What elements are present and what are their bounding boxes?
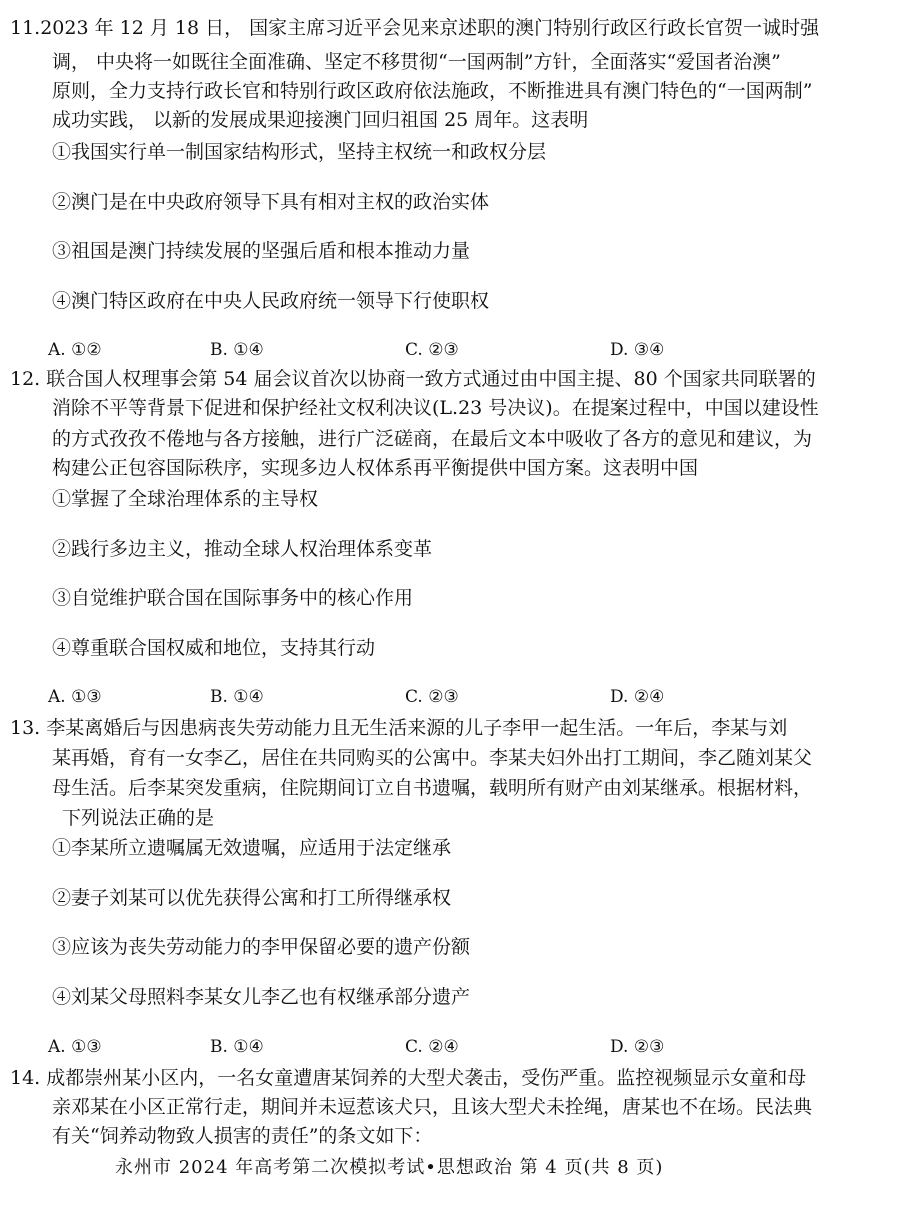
question-13-item-1: ①李某所立遗嘱属无效遗嘱，应适用于法定继承 [52,837,452,859]
question-12-item-2: ②践行多边主义，推动全球人权治理体系变革 [52,538,433,560]
option-c[interactable]: C. ②③ [405,340,459,360]
question-13-item-2: ②妻子刘某可以优先获得公寓和打工所得继承权 [52,887,452,909]
option-d[interactable]: D. ②④ [610,687,665,707]
question-11-item-2: ②澳门是在中央政府领导下具有相对主权的政治实体 [52,191,490,213]
question-12-item-4: ④尊重联合国权威和地位，支持其行动 [52,637,376,659]
question-11-item-3: ③祖国是澳门持续发展的坚强后盾和根本推动力量 [52,240,471,262]
question-13-item-3: ③应该为丧失劳动能力的李甲保留必要的遗产份额 [52,936,471,958]
question-11-stem-line-3: 原则，全力支持行政长官和特别行政区政府依法施政，不断推进具有澳门特色的“一国两制” [52,80,813,102]
option-d[interactable]: D. ②③ [610,1037,665,1057]
question-11-item-1: ①我国实行单一制国家结构形式，坚持主权统一和政权分层 [52,141,547,163]
option-a[interactable]: A. ①③ [48,687,102,707]
page-footer: 永州市 2024 年高考第二次模拟考试•思想政治 第 4 页(共 8 页) [115,1157,664,1178]
option-b[interactable]: B. ①④ [210,1037,264,1057]
option-d[interactable]: D. ③④ [610,340,665,360]
question-14-stem-line-1: 14. 成都崇州某小区内，一名女童遭唐某饲养的大型犬袭击，受伤严重。监控视频显示女童和母 [10,1067,807,1089]
option-a[interactable]: A. ①③ [48,1037,102,1057]
question-14-stem-line-3: 有关“饲养动物致人损害的责任”的条文如下： [52,1125,433,1147]
option-b[interactable]: B. ①④ [210,687,264,707]
question-13-stem-line-2: 某再婚，育有一女李乙，居住在共同购买的公寓中。李某夫妇外出打工期间，李乙随刘某父 [52,747,813,769]
question-12-stem-line-2: 消除不平等背景下促进和保护经社文权利决议(L.23 号决议)。在提案过程中，中国以建设性 [52,397,819,419]
option-c[interactable]: C. ②④ [405,1037,459,1057]
question-13-stem-line-4: 下列说法正确的是 [62,807,215,829]
question-13-stem-line-1: 13. 李某离婚后与因患病丧失劳动能力且无生活来源的儿子李甲一起生活。一年后，李某与刘 [10,717,788,739]
question-12-item-3: ③自觉维护联合国在国际事务中的核心作用 [52,587,414,609]
question-12-item-1: ①掌握了全球治理体系的主导权 [52,488,319,510]
question-11-stem-line-2: 调， 中央将一如既往全面准确、坚定不移贯彻“一国两制”方针，全面落实“爱国者治澳” [52,51,781,73]
question-12-stem-line-1: 12. 联合国人权理事会第 54 届会议首次以协商一致方式通过由中国主提、80 个国家共同联署的 [10,368,816,390]
question-13-item-4: ④刘某父母照料李某女儿李乙也有权继承部分遗产 [52,986,471,1008]
question-14-stem-line-2: 亲邓某在小区正常行走，期间并未逗惹该犬只，且该大型犬未拴绳，唐某也不在场。民法典 [52,1096,813,1118]
question-12-stem-line-4: 构建公正包容国际秩序，实现多边人权体系再平衡提供中国方案。这表明中国 [52,457,699,479]
option-b[interactable]: B. ①④ [210,340,264,360]
question-11-item-4: ④澳门特区政府在中央人民政府统一领导下行使职权 [52,290,490,312]
question-12-stem-line-3: 的方式孜孜不倦地与各方接触，进行广泛磋商，在最后文本中吸收了各方的意见和建议，为 [52,428,813,450]
option-a[interactable]: A. ①② [48,340,102,360]
question-11-stem-line-1: 11.2023 年 12 月 18 日， 国家主席习近平会见来京述职的澳门特别行政区行政长官贺一诚时强 [10,17,820,39]
question-11-stem-line-4: 成功实践， 以新的发展成果迎接澳门回归祖国 25 周年。这表明 [52,109,589,131]
option-c[interactable]: C. ②③ [405,687,459,707]
question-13-stem-line-3: 母生活。后李某突发重病，住院期间订立自书遗嘱，载明所有财产由刘某继承。根据材料， [52,777,813,799]
